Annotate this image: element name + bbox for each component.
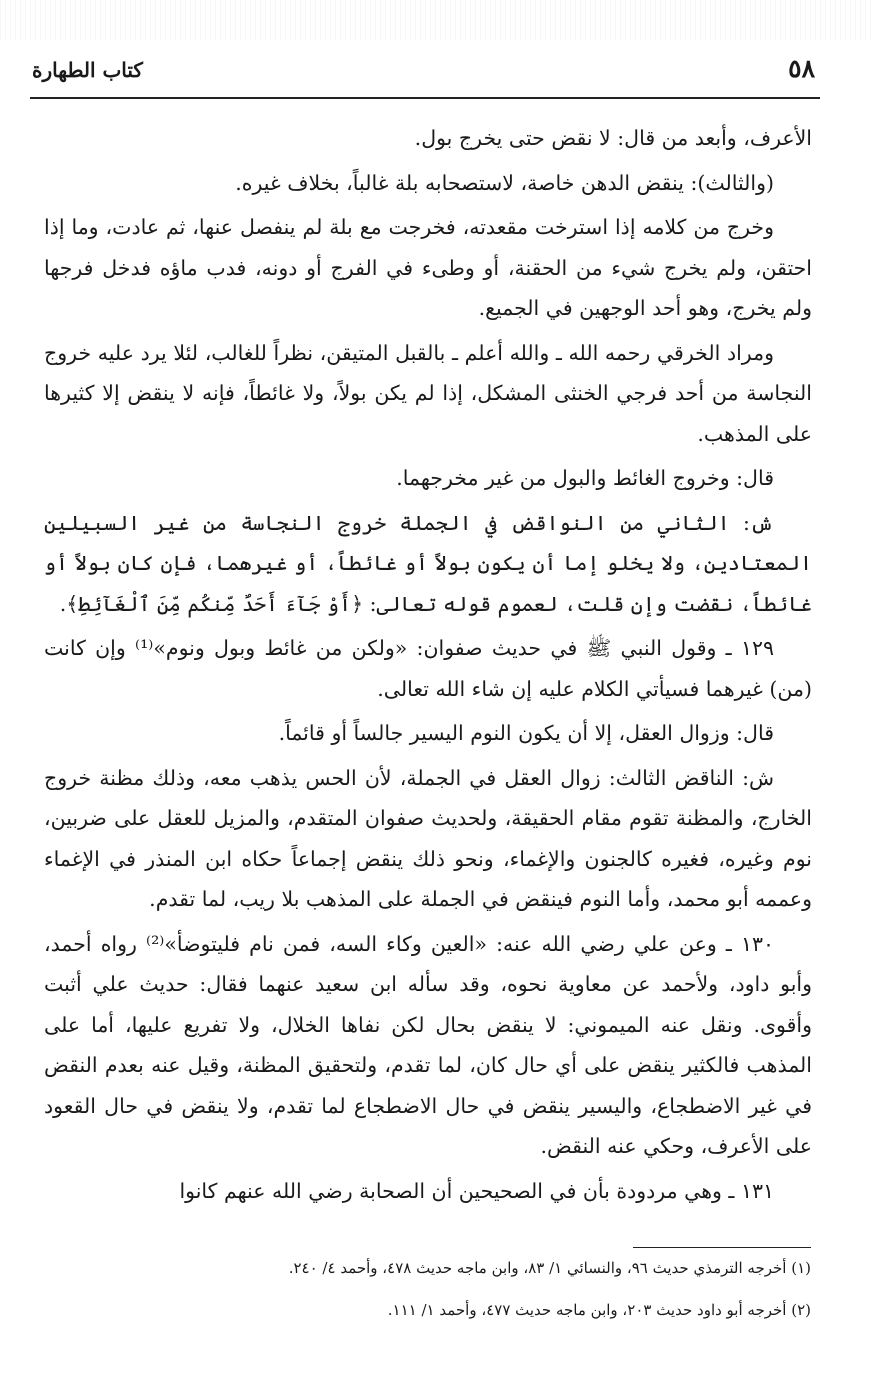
paragraph: (والثالث): ينقض الدهن خاصة، لاستصحابه بلة غالباً، بخلاف غيره.	[235, 170, 774, 195]
header-rule	[30, 97, 820, 99]
paragraph: ١٣١ ـ وهي مردودة بأن في الصحيحين أن الصحابة رضي الله عنهم كانوا	[179, 1178, 774, 1203]
footnote: (٢) أخرجه أبو داود حديث ٢٠٣، وابن ماجه حديث ٤٧٧، وأحمد ١/ ١١١.	[387, 1301, 811, 1319]
paragraph: الأعرف، وأبعد من قال: لا نقض حتى يخرج بول.	[414, 126, 812, 150]
paragraph: قال: وخروج الغائط والبول من غير مخرجهما.	[396, 466, 774, 490]
paragraph: ش: الناقض الثالث: زوال العقل في الجملة، لأن الحس يذهب معه، وذلك مظنة خروج الخارج، والمظنة تقوم مقام الحقيقة، ولحديث صفوان المتقدم، والمزيل للعقل على ضربين، نوم وغيره، فغيره كالجنون والإغماء، ونحو ذلك ينقض إجماعاً حكاه ابن المنذر في الإغماء وعممه أبو محمد، وأما النوم فينقض في الجملة على المذهب بلا ريب، لما تقدم.	[44, 765, 812, 911]
paragraph: ١٢٩ ـ وقول النبي ﷺ في حديث صفوان: «ولكن من غائط وبول ونوم»⁽¹⁾ وإن كانت (من) غيرهما فسيأتي الكلام عليه إن شاء الله تعالى.	[44, 636, 812, 701]
footnote: (١) أخرجه الترمذي حديث ٩٦، والنسائي ١/ ٨٣، وابن ماجه حديث ٤٧٨، وأحمد ٤/ ٢٤٠.	[288, 1259, 811, 1277]
page-number: ٥٨	[788, 54, 815, 83]
paragraph: قال: وزوال العقل، إلا أن يكون النوم اليسير جالساً أو قائماً.	[278, 721, 774, 745]
paragraph: ١٣٠ ـ وعن علي رضي الله عنه: «العين وكاء السه، فمن نام فليتوضأ»⁽²⁾ رواه أحمد، وأبو داود، ولأحمد عن معاوية نحوه، وقد سأله ابن سعيد عنهما فقال: حديث علي أثبت وأقوى. ونقل عنه الميموني: لا ينقض بحال لكن نفاها الخلال، ولا تفريع عليها، أما على المذهب فالكثير ينقض على أي حال كان، لما تقدم، ولتحقيق المظنة، وقيل عنه بعدم النقض في غير الاضطجاع، واليسير ينقض في حال الاضطجاع لما تقدم، ولا ينقض في حال القعود على الأعرف، وحكي عنه النقض.	[44, 931, 812, 1158]
footnote-rule	[633, 1247, 811, 1248]
scan-noise	[0, 0, 873, 40]
paragraph: وخرج من كلامه إذا استرخت مقعدته، فخرجت مع بلة لم ينفصل عنها، ثم عادت، وما إذا احتقن، ولم يخرج شيء من الحقنة، أو وطىء في الفرج أو دونه، فدب ماؤه فدخل فرجها ولم يخرج، وهو أحد الوجهين في الجميع.	[44, 215, 812, 320]
paragraph: ومراد الخرقي رحمه الله ـ والله أعلم ـ بالقبل المتيقن، نظراً للغالب، لئلا يرد عليه خروج النجاسة من أحد فرجي الخنثى المشكل، إذا لم يكن بولاً، ولا غائطاً، فإنه لا ينقض إلا كثيرها على المذهب.	[44, 340, 812, 446]
footnotes	[91, 1258, 811, 1342]
main-text	[44, 118, 812, 1215]
running-title: كتاب الطهارة	[32, 58, 143, 82]
paragraph: ش: الثاني من النواقض في الجملة خروج النجاسة من غير السبيلين المعتادين، ولا يخلو إما أن يكون بولاً أو غائطاً، أو غيرهما، فإن كان بولاً أو غائطاً، نقضت وإن قلت، لعموم قوله تعالى: ﴿أَوْ جَآءَ أَحَدٌ مِّنكُم مِّنَ ٱلْغَآئِطِ﴾.	[44, 510, 812, 616]
